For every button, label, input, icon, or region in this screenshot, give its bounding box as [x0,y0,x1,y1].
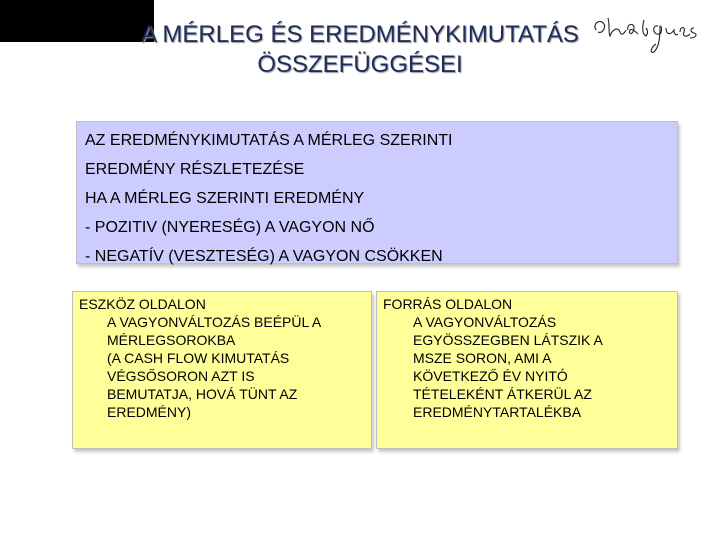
liability-side-line: EGYÖSSZEGBEN LÁTSZIK A [413,332,603,348]
asset-side-line: VÉGSŐSORON AZT IS [107,368,255,384]
asset-side-box [72,291,372,449]
liability-side-line: A VAGYONVÁLTOZÁS [413,314,557,330]
liability-side-line: MSZE SORON, AMI A [413,350,552,366]
summary-box [76,121,678,264]
asset-side-heading: ESZKÖZ OLDALON [79,296,206,312]
summary-line-3: HA A MÉRLEG SZERINTI EREDMÉNY [85,190,365,207]
summary-line-5: - NEGATÍV (VESZTESÉG) A VAGYON CSÖKKEN [85,248,443,265]
handwritten-signature [590,8,700,58]
asset-side-line: BEMUTATJA, HOVÁ TÜNT AZ [107,386,298,402]
liability-side-box [376,291,678,449]
page-title [80,20,640,80]
asset-side-line: A VAGYONVÁLTOZÁS BEÉPÜL A [107,314,322,330]
title-line-2: ÖSSZEFÜGGÉSEI [257,51,463,78]
asset-side-line: MÉRLEGSOROKBA [107,332,236,348]
liability-side-line: EREDMÉNYTARTALÉKBA [413,404,582,420]
summary-line-4: - POZITIV (NYERESÉG) A VAGYON NŐ [85,219,375,236]
asset-side-line: (A CASH FLOW KIMUTATÁS [107,350,290,366]
asset-side-line: EREDMÉNY) [107,404,192,420]
title-line-1: A MÉRLEG ÉS EREDMÉNYKIMUTATÁS [141,21,579,48]
liability-side-line: TÉTELEKÉNT ÁTKERÜL AZ [413,386,592,402]
summary-line-2: EREDMÉNY RÉSZLETEZÉSE [85,161,305,178]
liability-side-line: KÖVETKEZŐ ÉV NYITÓ [413,368,568,384]
liability-side-heading: FORRÁS OLDALON [383,296,513,312]
summary-line-1: AZ EREDMÉNYKIMUTATÁS A MÉRLEG SZERINTI [85,132,453,149]
